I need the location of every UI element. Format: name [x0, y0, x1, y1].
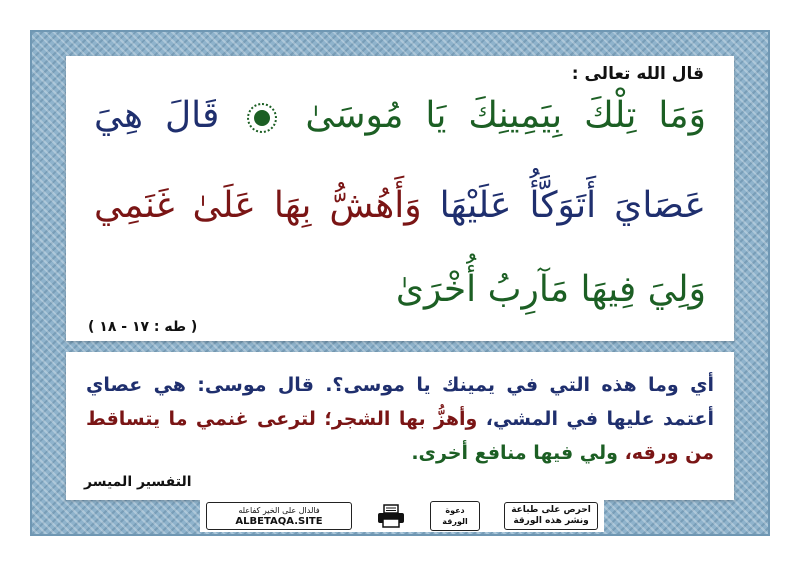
verse-line-1: [94, 94, 706, 137]
tip-line-2: ونشر هذه الورقة: [513, 516, 589, 526]
site-badge: [206, 502, 352, 530]
tafsir-text: [86, 368, 714, 470]
tafsir-source: التفسير الميسر: [84, 474, 192, 490]
print-tip-badge: [504, 502, 598, 530]
footer-bar: [200, 500, 604, 532]
ayah-end-icon: [247, 103, 277, 133]
site-url: ALBETAQA.SITE: [235, 515, 323, 527]
verse-line-2: [94, 184, 706, 227]
verse-text: عَصَايَ أَتَوَكَّأُ عَلَيْهَا: [439, 185, 706, 226]
verse-line-3: [94, 268, 706, 311]
logo: [430, 501, 480, 531]
verse-text: وَلِيَ فِيهَا مَآرِبُ أُخْرَىٰ: [395, 269, 706, 310]
printer-icon: [376, 504, 406, 528]
verse-reference: ( طه : ١٧ - ١٨ ): [88, 319, 198, 335]
verse-intro: قال الله تعالى :: [571, 64, 704, 84]
verse-panel: [66, 56, 734, 341]
logo-line-1: دعوة: [445, 506, 465, 515]
site-quote: فالدال على الخير كفاعله: [238, 505, 320, 515]
verse-text: قَالَ هِيَ: [94, 95, 220, 136]
tafsir-panel: [66, 352, 734, 500]
tafsir-part-2: وأهزُّ بها الشجر؛ لترعى غنمي ما يتساقط من ورقه،: [86, 408, 714, 464]
verse-text: وَأَهُشُّ بِهَا عَلَىٰ غَنَمِي: [94, 185, 422, 226]
tafsir-part-1: أي وما هذه التي في يمينك يا موسى؟. قال موسى: هي عصاي أعتمد عليها في المشي،: [86, 374, 714, 430]
tafsir-part-3: ولي فيها منافع أخرى.: [411, 442, 618, 464]
verse-text: وَمَا تِلْكَ بِيَمِينِكَ يَا مُوسَىٰ: [305, 95, 706, 136]
logo-line-2: الورقة: [442, 517, 468, 526]
tip-line-1: احرص على طباعة: [511, 505, 591, 515]
